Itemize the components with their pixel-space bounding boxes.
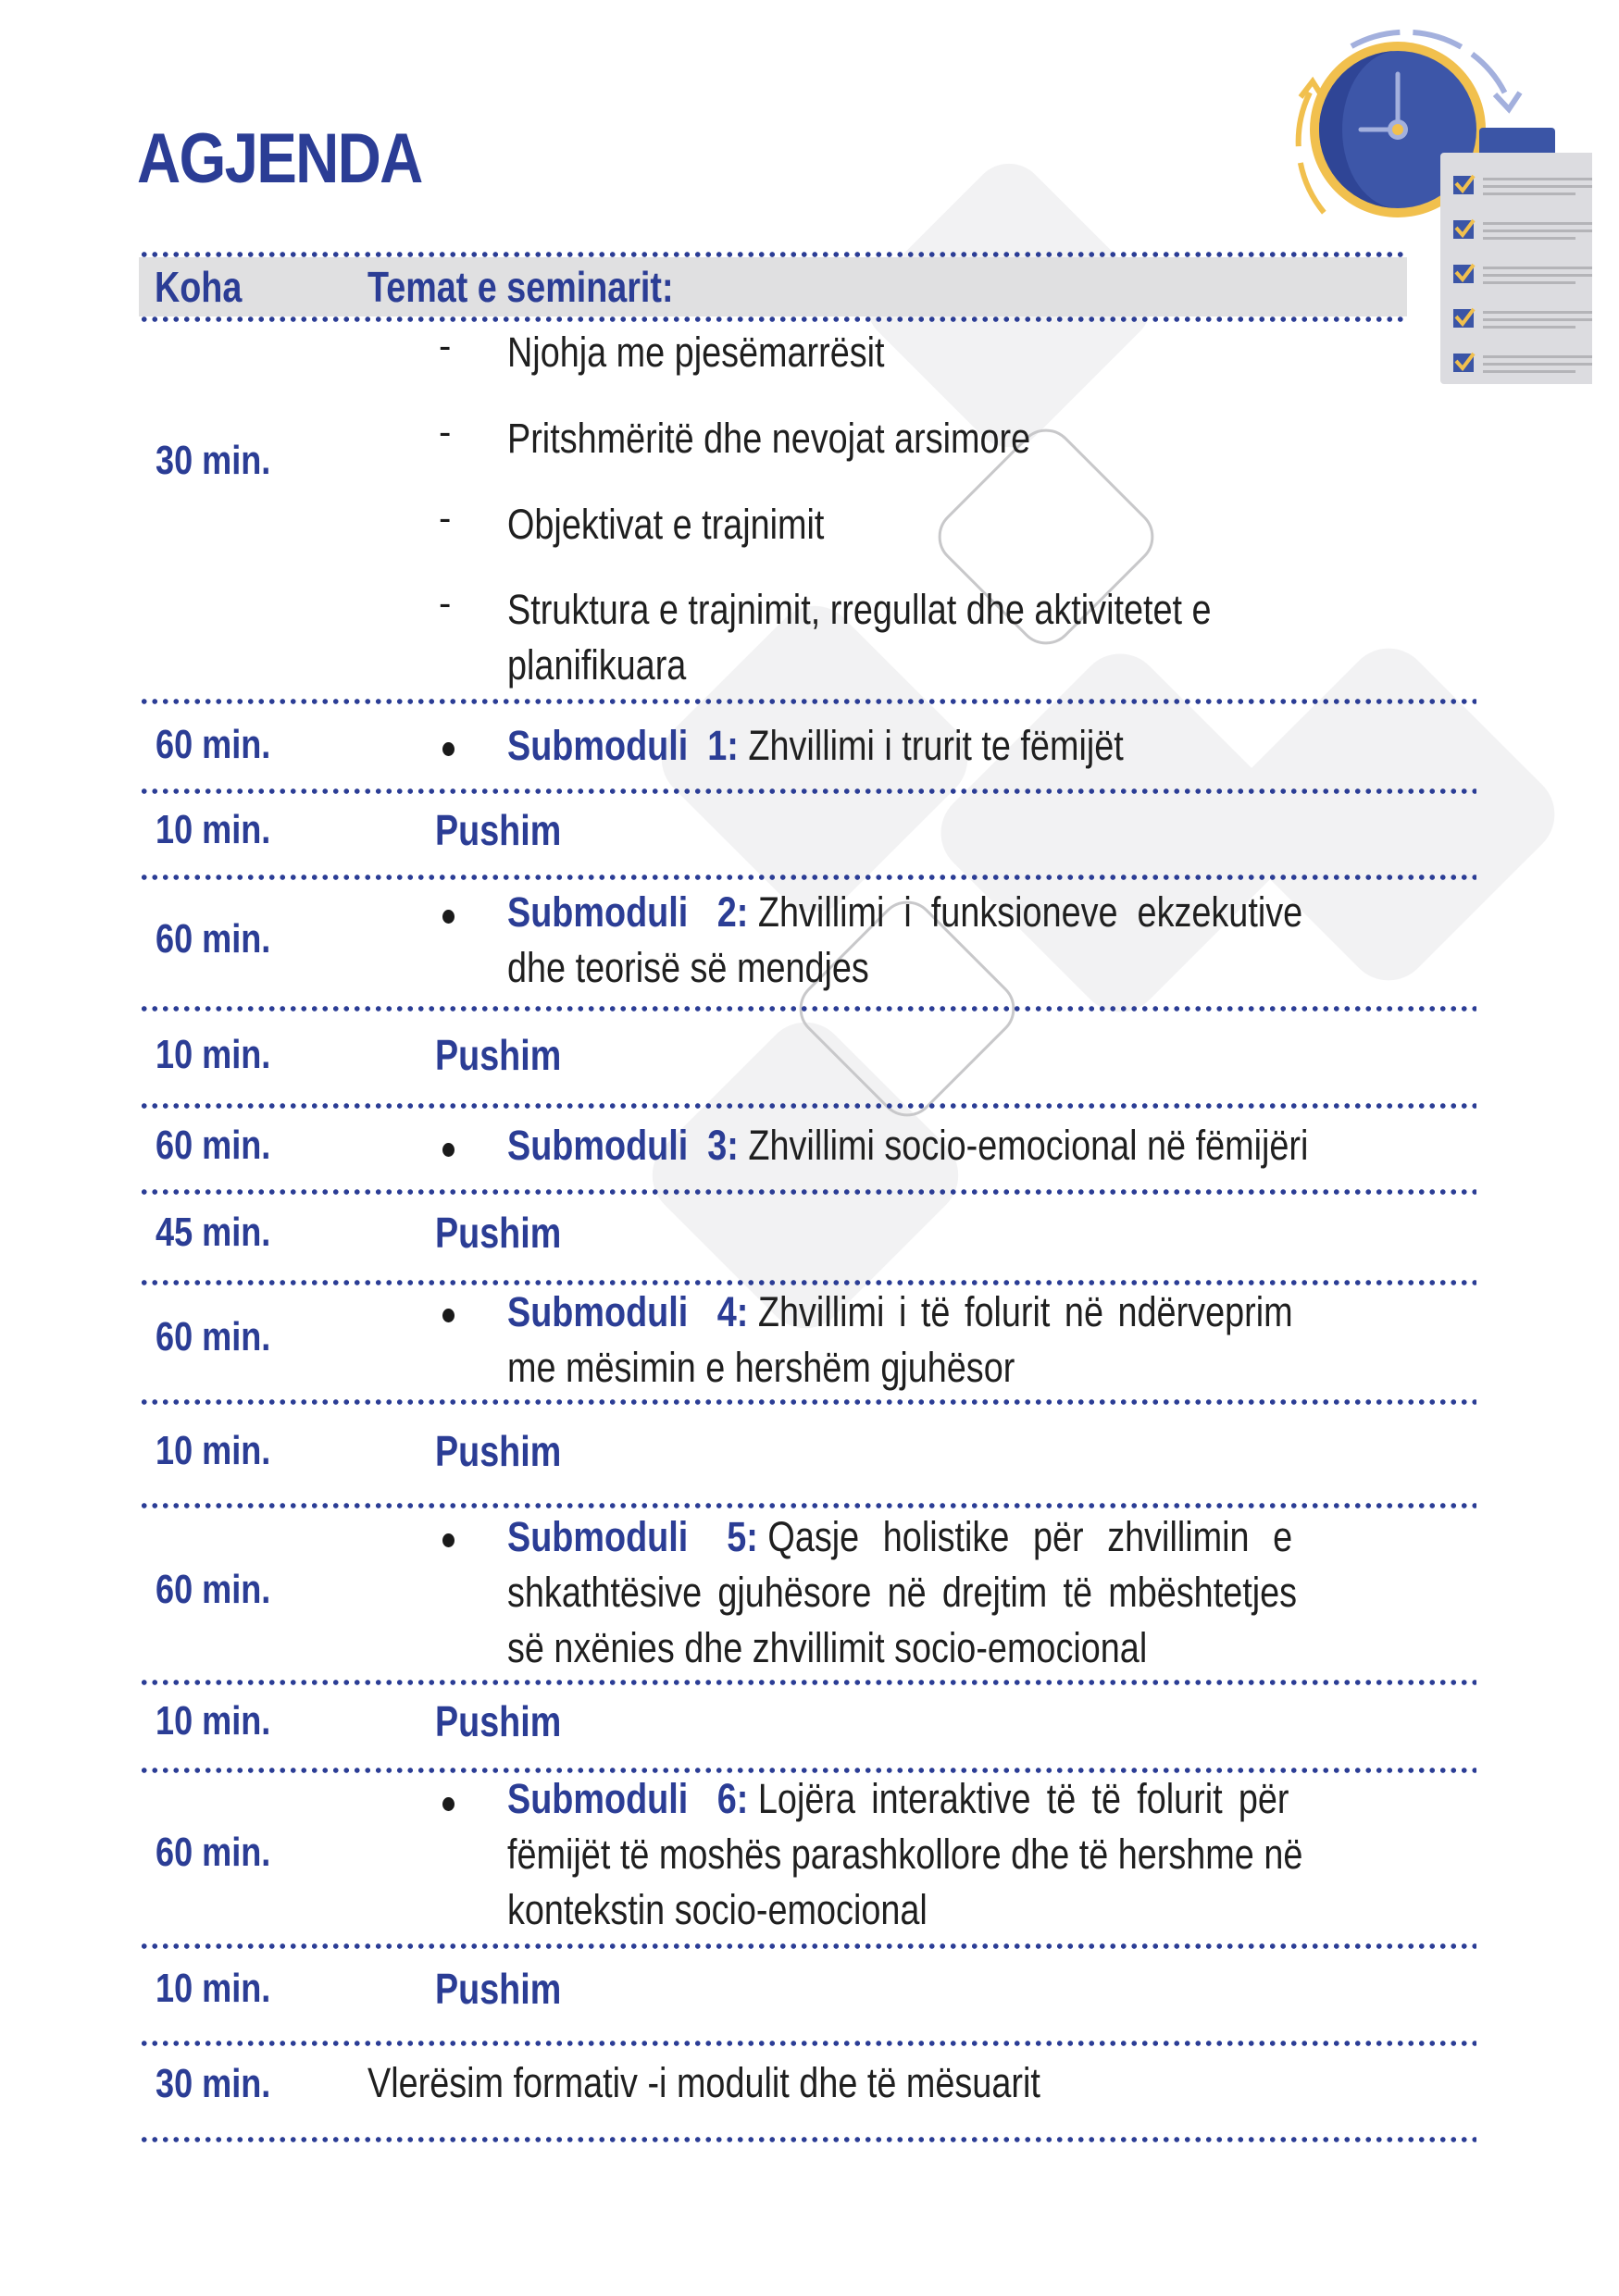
submodule-line — [507, 1288, 1293, 1336]
divider — [139, 2041, 1476, 2046]
submodule-line — [507, 1122, 1308, 1170]
divider — [139, 1280, 1476, 1285]
list-item: Objektivat e trajnimit — [507, 501, 825, 548]
break-label: Pushim — [435, 1427, 562, 1475]
row-time: 60 min. — [156, 722, 271, 767]
bullet-icon — [442, 1143, 455, 1157]
submodule-line — [507, 722, 1124, 770]
submodule-label: Submoduli 3: — [507, 1122, 739, 1169]
submodule-label: Submoduli 6: — [507, 1775, 749, 1822]
submodule-title: Zhvillimi i funksioneve ekzekutive — [757, 888, 1303, 936]
topic-text: Vlerësim formativ -i modulit dhe të mësuarit — [367, 2059, 1040, 2106]
divider — [139, 788, 1476, 794]
bg-diamond — [924, 637, 1316, 1029]
divider — [139, 1768, 1476, 1773]
dash-marker: - — [439, 412, 452, 453]
page-title: AGJENDA — [137, 119, 422, 198]
row-time: 10 min. — [156, 1698, 271, 1744]
row-time: 60 min. — [156, 1314, 271, 1359]
row-time: 10 min. — [156, 1966, 271, 2011]
row-time: 10 min. — [156, 807, 271, 852]
row-time: 30 min. — [156, 2061, 271, 2106]
break-label: Pushim — [435, 1031, 562, 1079]
row-time: 30 min. — [156, 438, 271, 483]
divider — [139, 1189, 1476, 1195]
bullet-icon — [442, 1533, 455, 1547]
row-time: 10 min. — [156, 1428, 271, 1473]
column-header-time: Koha — [155, 263, 243, 311]
submodule-line-continuation: me mësimin e hershëm gjuhësor — [507, 1344, 1015, 1391]
submodule-line-continuation: shkathtësive gjuhësore në drejtim të mbështetjes — [507, 1569, 1298, 1616]
divider — [139, 699, 1476, 704]
divider — [139, 1680, 1476, 1685]
bullet-icon — [442, 1797, 455, 1811]
list-item-continuation: planifikuara — [507, 641, 687, 689]
submodule-line-continuation: fëmijët të moshës parashkollore dhe të hershme në — [507, 1831, 1303, 1878]
divider — [139, 2137, 1476, 2142]
column-header-topics: Temat e seminarit: — [367, 263, 674, 311]
divider — [139, 1943, 1476, 1949]
submodule-line-continuation: dhe teorisë së mendjes — [507, 944, 869, 991]
divider — [139, 252, 1407, 257]
submodule-label: Submoduli 1: — [507, 722, 739, 769]
submodule-line — [507, 1775, 1289, 1823]
submodule-title: Zhvillimi socio-emocional në fëmijëri — [748, 1122, 1309, 1169]
break-label: Pushim — [435, 806, 562, 854]
row-time: 60 min. — [156, 1123, 271, 1168]
row-time: 60 min. — [156, 1830, 271, 1875]
break-label: Pushim — [435, 1697, 562, 1745]
submodule-title: Zhvillimi i trurit te fëmijët — [748, 722, 1124, 769]
dash-marker: - — [439, 326, 452, 366]
bullet-icon — [442, 1309, 455, 1322]
dash-marker: - — [439, 498, 452, 539]
row-time: 60 min. — [156, 916, 271, 962]
row-time: 60 min. — [156, 1567, 271, 1612]
divider — [139, 1503, 1476, 1508]
divider — [139, 316, 1407, 322]
divider — [139, 1399, 1476, 1405]
submodule-line — [507, 888, 1302, 937]
list-item: Struktura e trajnimit, rregullat dhe aktivitetet e — [507, 586, 1212, 633]
bullet-icon — [442, 910, 455, 924]
dash-marker: - — [439, 583, 452, 624]
submodule-label: Submoduli 5: — [507, 1513, 758, 1560]
bullet-icon — [442, 742, 455, 756]
divider — [139, 1006, 1476, 1011]
row-time: 45 min. — [156, 1210, 271, 1255]
submodule-line-continuation: kontekstin socio-emocional — [507, 1886, 928, 1933]
clock-and-checklist-icon — [1259, 9, 1592, 398]
divider — [139, 875, 1476, 880]
submodule-title: Zhvillimi i të folurit në ndërveprim — [757, 1288, 1293, 1335]
checklist-icon — [1440, 128, 1592, 384]
table-header — [139, 257, 1407, 316]
row-time: 10 min. — [156, 1032, 271, 1077]
submodule-line — [507, 1513, 1292, 1561]
list-item: Njohja me pjesëmarrësit — [507, 329, 885, 376]
break-label: Pushim — [435, 1965, 562, 2013]
submodule-line-continuation: së nxënies dhe zhvillimit socio-emocional — [507, 1624, 1148, 1671]
list-item: Pritshmëritë dhe nevojat arsimore — [507, 415, 1031, 462]
submodule-label: Submoduli 4: — [507, 1288, 749, 1335]
submodule-title: Qasje holistike për zhvillimin e — [767, 1513, 1293, 1560]
break-label: Pushim — [435, 1209, 562, 1257]
submodule-label: Submoduli 2: — [507, 888, 749, 936]
divider — [139, 1103, 1476, 1109]
submodule-title: Lojëra interaktive të të folurit për — [757, 1775, 1289, 1822]
